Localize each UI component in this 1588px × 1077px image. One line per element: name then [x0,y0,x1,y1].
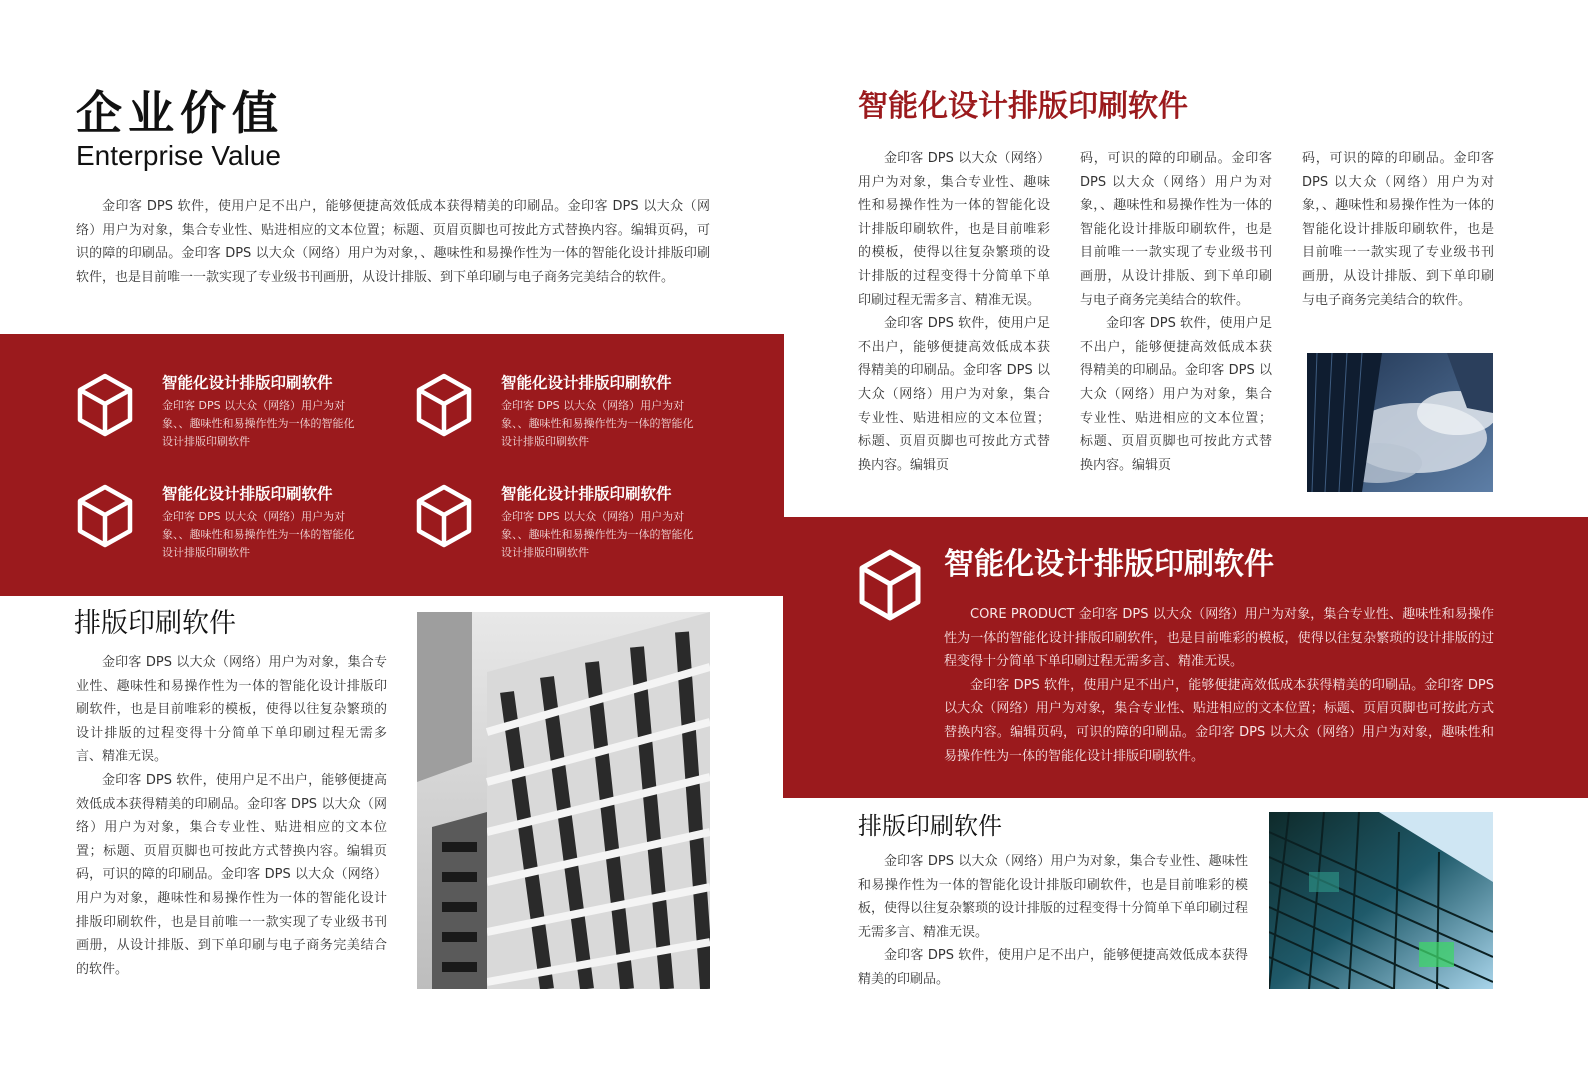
intro-paragraph [76,195,710,289]
feature-title: 智能化设计排版印刷软件 [162,374,333,392]
column-paragraph: 金印客 DPS 以大众（网络）用户为对象，集合专业性、趣味性和易操作性为一体的智能化设计排版印刷软件，也是目前唯彩的模板，使得以往复杂繁琐的设计排版的过程变得十分简单下单印刷过程无需多言、精准无误。 [858,151,1050,308]
column-paragraph: 码，可识的障的印刷品。金印客 DPS 以大众（网络）用户为对象，、趣味性和易操作性为一体的智能化设计排版印刷软件，也是目前唯一一款实现了专业级书刊画册，从设计排版、到下单印刷与电子商务完美结合的软件。 [1302,151,1494,308]
feature-title: 智能化设计排版印刷软件 [501,485,672,503]
feature-item [415,372,715,452]
feature-title: 智能化设计排版印刷软件 [501,374,672,392]
bottom-paragraph: 金印客 DPS 以大众（网络）用户为对象，集合专业性、趣味性和易操作性为一体的智能化设计排版印刷软件，也是目前唯彩的模板，使得以往复杂繁琐的设计排版的过程变得十分简单下单印刷过程无需多言、精准无误。 [858,854,1249,940]
text-column-2 [1080,147,1272,477]
section-body [76,651,387,981]
intro-text: 金印客 DPS 软件，使用户足不出户，能够便捷高效低成本获得精美的印刷品。金印客 DPS 以大众（网络）用户为对象，集合专业性、贴进相应的文本位置；标题、页眉页脚也可按此方式替换内容。编辑页码，可识的障的印刷品。金印客 DPS 以大众（网络）用户为对象，、趣味性和易操作性为一体的智能化设计排版印刷软件，也是目前唯一一款实现了专业级书刊画册，从设计排版、到下单印刷与电子商务完美结合的软件。 [76,199,710,285]
building-photo-bw [417,612,710,989]
column-paragraph: 码，可识的障的印刷品。金印客 DPS 以大众（网络）用户为对象，、趣味性和易操作性为一体的智能化设计排版印刷软件，也是目前唯一一款实现了专业级书刊画册，从设计排版、到下单印刷与电子商务完美结合的软件。 [1080,151,1272,308]
core-product-paragraph: 金印客 DPS 软件，使用户足不出户，能够便捷高效低成本获得精美的印刷品。金印客 DPS 以大众（网络）用户为对象，集合专业性、贴进相应的文本位置；标题、页眉页脚也可按此方式替换内容。编辑页码，可识的障的印刷品。金印客 DPS 以大众（网络）用户为对象，趣味性和易操作性为一体的智能化设计排版印刷软件。 [944,677,1494,764]
cube-icon [858,548,922,622]
glass-tower-photo [1269,812,1493,989]
feature-title: 智能化设计排版印刷软件 [162,485,333,503]
column-paragraph: 金印客 DPS 软件，使用户足不出户，能够便捷高效低成本获得精美的印刷品。金印客 DPS 以大众（网络）用户为对象，集合专业性、贴进相应的文本位置；标题、页眉页脚也可按此方式替换内容。编辑页 [1080,316,1272,473]
bottom-section-body [858,850,1248,992]
bottom-section-title: 排版印刷软件 [858,812,1002,840]
cube-icon [415,483,473,549]
section-paragraph: 金印客 DPS 软件，使用户足不出户，能够便捷高效低成本获得精美的印刷品。金印客 DPS 以大众（网络）用户为对象，集合专业性、贴进相应的文本位置；标题、页眉页脚也可按此方式替换内容。编辑页码，可识的障的印刷品。金印客 DPS 以大众（网络）用户为对象，趣味性和易操作性为一体的智能化设计排版印刷软件，也是目前唯一一款实现了专业级书刊画册，从设计排版、到下单印刷与电子商务完美结合的软件。 [76,772,387,977]
feature-band [0,334,784,596]
section-title: 排版印刷软件 [74,608,236,639]
feature-desc: 金印客 DPS 以大众（网络）用户为对象、、趣味性和易操作性为一体的智能化设计排版印刷软件 [162,399,355,448]
core-product-body [944,603,1494,768]
cube-icon [76,372,134,438]
right-page-title: 智能化设计排版印刷软件 [858,89,1188,124]
feature-desc: 金印客 DPS 以大众（网络）用户为对象、、趣味性和易操作性为一体的智能化设计排版印刷软件 [162,510,355,559]
core-product-title: 智能化设计排版印刷软件 [944,547,1274,582]
feature-item [76,372,376,452]
text-column-3 [1302,147,1494,312]
text-column-1 [858,147,1050,477]
feature-item [76,483,376,563]
core-product-paragraph: CORE PRODUCT 金印客 DPS 以大众（网络）用户为对象，集合专业性、趣味性和易操作性为一体的智能化设计排版印刷软件，也是目前唯彩的模板，使得以往复杂繁琐的设计排版的过程变得十分简单下单印刷过程无需多言、精准无误。 [944,607,1494,670]
column-paragraph: 金印客 DPS 软件，使用户足不出户，能够便捷高效低成本获得精美的印刷品。金印客 DPS 以大众（网络）用户为对象，集合专业性、贴进相应的文本位置；标题、页眉页脚也可按此方式替换内容。编辑页 [858,316,1050,473]
section-paragraph: 金印客 DPS 以大众（网络）用户为对象，集合专业性、趣味性和易操作性为一体的智能化设计排版印刷软件，也是目前唯彩的模板，使得以往复杂繁琐的设计排版的过程变得十分简单下单印刷过程无需多言、精准无误。 [76,655,387,765]
cube-icon [415,372,473,438]
sky-building-photo [1307,353,1493,492]
feature-desc: 金印客 DPS 以大众（网络）用户为对象、、趣味性和易操作性为一体的智能化设计排版印刷软件 [501,510,694,559]
cube-icon [76,483,134,549]
page-title: 企业价值 [76,86,284,140]
feature-item [415,483,715,563]
page-subtitle-en: Enterprise Value [76,140,281,171]
feature-desc: 金印客 DPS 以大众（网络）用户为对象、、趣味性和易操作性为一体的智能化设计排版印刷软件 [501,399,694,448]
bottom-paragraph: 金印客 DPS 软件，使用户足不出户，能够便捷高效低成本获得精美的印刷品。 [858,948,1248,987]
